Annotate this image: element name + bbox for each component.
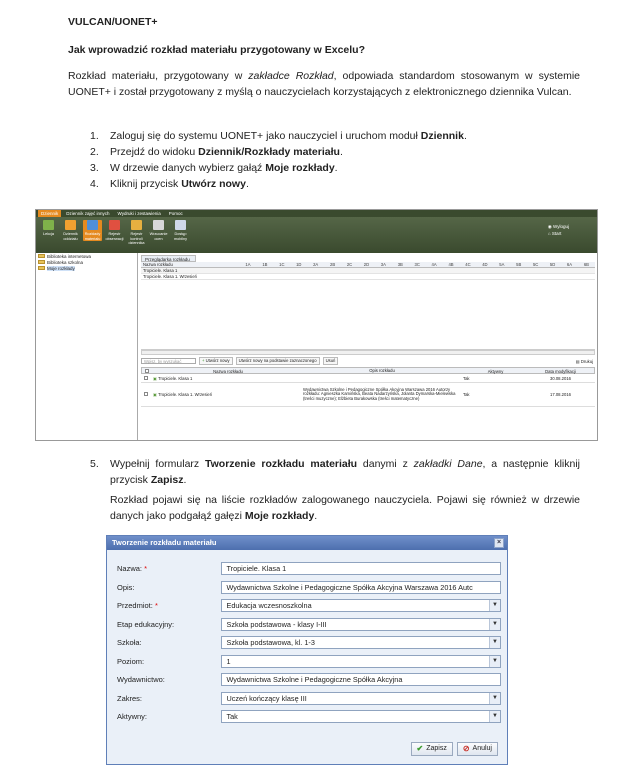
step-item: 2. Przejdź do widoku Dziennik/Rozkłady materiału. bbox=[90, 146, 343, 158]
ribbon-icon bbox=[87, 220, 98, 230]
horizontal-scrollbar[interactable] bbox=[141, 350, 595, 355]
text-field[interactable]: Wydawnictwa Szkolne i Pedagogiczne Spółka Akcyjna Warszawa 2016 Autc bbox=[221, 581, 501, 594]
grid-col-header[interactable]: 5D bbox=[549, 262, 556, 267]
pane-title[interactable]: Przeglądarka rozkładu bbox=[141, 255, 196, 262]
text-field[interactable]: Tropiciele. Klasa 1 bbox=[221, 562, 501, 575]
menu-item-pomoc[interactable]: Pomoc bbox=[168, 211, 183, 216]
form-row bbox=[117, 673, 501, 686]
grid-col-header[interactable]: 1A bbox=[245, 262, 251, 267]
grid-col-header[interactable]: 1B bbox=[262, 262, 268, 267]
plus-icon: + bbox=[202, 358, 205, 363]
user-links bbox=[548, 223, 569, 237]
grid-col-header[interactable]: 4C bbox=[465, 262, 471, 267]
document-icon: ▣ bbox=[153, 392, 157, 397]
tree-item-biblioteka-internetowa[interactable]: Biblioteka internetowa bbox=[36, 253, 137, 259]
step-5: 5. Wypełnij formularz Tworzenie rozkładu materiału danymi z zakładki Dane, a następnie kliknij przycisk Zapisz. Rozkład pojawi się na liście rozkładów zalogowanego nauczyciela. Pojawi się również w drzewie danych jako podgałąź gałęzi Moje rozkłady. bbox=[90, 458, 580, 522]
ribbon-button[interactable]: Lekcja bbox=[39, 220, 58, 237]
grid-header-name[interactable]: Nazwa rozkładu bbox=[143, 262, 173, 267]
step-item: 3. W drzewie danych wybierz gałąź Moje rozkłady. bbox=[90, 162, 338, 174]
main-pane bbox=[141, 255, 595, 440]
uonet-screenshot bbox=[35, 209, 598, 441]
grid-row[interactable]: Tropiciele. Klasa 1. Wrzesień bbox=[141, 274, 595, 280]
ribbon-icon bbox=[65, 220, 76, 230]
menu-bar bbox=[36, 210, 597, 217]
menu-item-wydruki[interactable]: Wydruki i zestawienia bbox=[117, 211, 161, 216]
menu-item-inne[interactable]: Dziennik zajęć innych bbox=[66, 211, 110, 216]
cancel-button[interactable]: ⊘ Anuluj bbox=[457, 742, 498, 756]
ribbon-icon bbox=[131, 220, 142, 230]
grid-col-header[interactable]: 3B bbox=[397, 262, 403, 267]
grid-col-header[interactable]: 5A bbox=[499, 262, 505, 267]
menu-item-dziennik[interactable]: Dziennik bbox=[38, 210, 61, 217]
grid-col-header[interactable]: 2B bbox=[330, 262, 336, 267]
chevron-down-icon[interactable]: ▼ bbox=[489, 600, 500, 611]
list-header bbox=[141, 367, 595, 374]
grid-col-header[interactable]: 6B bbox=[583, 262, 589, 267]
ribbon-button[interactable]: Dziennik oddziału bbox=[61, 220, 80, 241]
power-icon: ◉ bbox=[547, 224, 552, 229]
document-icon: ▣ bbox=[153, 375, 157, 381]
select-field[interactable]: Uczeń kończący klasę III ▼ bbox=[221, 692, 501, 705]
field-label: Przedmiot: * bbox=[117, 601, 158, 610]
list-toolbar bbox=[141, 357, 595, 365]
select-field[interactable]: Szkoła podstawowa, kl. 1-3 ▼ bbox=[221, 636, 501, 649]
ribbon-button[interactable]: Wrzucanie ocen bbox=[149, 220, 168, 241]
folder-icon bbox=[38, 260, 45, 264]
grid-col-header[interactable]: 5B bbox=[516, 262, 522, 267]
select-field[interactable]: Szkoła podstawowa - klasy I-III ▼ bbox=[221, 618, 501, 631]
ribbon-icon bbox=[109, 220, 120, 230]
grid-row[interactable]: Tropiciele. Klasa 1 bbox=[141, 268, 595, 274]
field-label: Poziom: bbox=[117, 657, 145, 666]
create-from-selected-button[interactable]: Utwórz nowy na podstawie zaznaczonego bbox=[236, 357, 320, 365]
select-field[interactable]: 1 ▼ bbox=[221, 655, 501, 668]
field-label: Szkoła: bbox=[117, 638, 142, 647]
row-checkbox[interactable] bbox=[144, 376, 148, 380]
close-icon[interactable]: × bbox=[494, 538, 504, 548]
select-field[interactable]: Tak ▼ bbox=[221, 710, 501, 723]
tree-item-biblioteka-szkolna[interactable]: Biblioteka szkolna bbox=[36, 259, 137, 265]
home-icon: ⌂ bbox=[547, 231, 551, 236]
form-row bbox=[117, 581, 501, 594]
form-row bbox=[117, 710, 501, 723]
create-schedule-dialog bbox=[106, 535, 508, 765]
form-row bbox=[117, 562, 501, 575]
data-tree bbox=[36, 253, 138, 440]
form-row bbox=[117, 599, 501, 612]
dialog-buttons bbox=[411, 742, 499, 756]
grid-col-header[interactable]: 1D bbox=[296, 262, 302, 267]
field-label: Zakres: bbox=[117, 694, 143, 703]
grid-col-header[interactable]: 4A bbox=[431, 262, 437, 267]
grid-col-header[interactable]: 2C bbox=[346, 262, 353, 267]
ribbon-button[interactable]: Rejestr obserwacji bbox=[105, 220, 124, 241]
chevron-down-icon[interactable]: ▼ bbox=[489, 619, 500, 630]
ribbon-icon bbox=[175, 220, 186, 230]
doc-heading: VULCAN/UONET+ bbox=[68, 16, 158, 28]
folder-icon bbox=[38, 254, 45, 258]
chevron-down-icon[interactable]: ▼ bbox=[489, 637, 500, 648]
create-new-button[interactable]: + Utwórz nowy bbox=[199, 357, 233, 365]
dialog-title: Tworzenie rozkładu materiału × bbox=[107, 536, 507, 550]
cancel-icon: ⊘ bbox=[462, 744, 470, 753]
tree-item-moje-rozklady[interactable]: Moje rozkłady bbox=[36, 265, 137, 271]
chevron-down-icon[interactable]: ▼ bbox=[489, 656, 500, 667]
grid-col-header[interactable]: 5C bbox=[532, 262, 539, 267]
grid-col-header[interactable]: 3A bbox=[380, 262, 386, 267]
save-button[interactable]: ✔ Zapisz bbox=[411, 742, 453, 756]
grid-col-header[interactable]: 4B bbox=[448, 262, 454, 267]
form-row bbox=[117, 692, 501, 705]
start-link[interactable]: ⌂ Start bbox=[547, 231, 562, 236]
select-field[interactable]: Edukacja wczesnoszkolna ▼ bbox=[221, 599, 501, 612]
field-label: Etap edukacyjny: bbox=[117, 620, 175, 629]
table-row[interactable]: ▣ Tropiciele. Klasa 1 Tak 30.08.2016 bbox=[141, 374, 595, 383]
folder-icon bbox=[38, 266, 45, 270]
grid-empty-area bbox=[141, 280, 595, 350]
grid-col-header[interactable]: 6A bbox=[566, 262, 573, 267]
grid-col-header[interactable]: 3C bbox=[414, 262, 420, 267]
ribbon-icon bbox=[153, 220, 164, 230]
text-field[interactable]: Wydawnictwa Szkolne i Pedagogiczne Spółka Akcyjna bbox=[221, 673, 501, 686]
ribbon-icon bbox=[43, 220, 54, 230]
ribbon-button[interactable]: Rejestr kontroli dziennika bbox=[127, 220, 146, 246]
row-checkbox[interactable] bbox=[144, 392, 148, 396]
step-item: 1. Zaloguj się do systemu UONET+ jako nauczyciel i uruchom moduł Dziennik. bbox=[90, 130, 467, 142]
col-opis[interactable]: Opis rozkładu bbox=[369, 368, 395, 373]
doc-question: Jak wprowadzić rozkład materiału przygotowany w Excelu? bbox=[68, 44, 365, 56]
logout-link[interactable]: ◉ Wyloguj bbox=[547, 224, 569, 229]
step-item: 4. Kliknij przycisk Utwórz nowy. bbox=[90, 178, 249, 190]
grid-col-header[interactable]: 2D bbox=[363, 262, 370, 267]
col-nazwa[interactable]: Nazwa rozkładu bbox=[213, 369, 243, 374]
printer-icon: ▤ bbox=[575, 358, 580, 364]
form-row bbox=[117, 618, 501, 631]
field-label: Wydawnictwo: bbox=[117, 675, 165, 684]
col-data[interactable]: Data modyfikacji bbox=[545, 369, 576, 374]
print-button[interactable]: ▤ Drukuj bbox=[575, 358, 593, 364]
steps-list bbox=[90, 128, 467, 192]
ribbon-toolbar bbox=[36, 217, 597, 253]
form-row bbox=[117, 636, 501, 649]
grid-col-header[interactable]: 1C bbox=[279, 262, 285, 267]
grid-col-header[interactable]: 2A bbox=[313, 262, 319, 267]
field-label: Aktywny: bbox=[117, 712, 148, 721]
search-input[interactable]: Wpisz, by wyszukać bbox=[141, 358, 196, 364]
form-row bbox=[117, 655, 501, 668]
field-label: Nazwa: * bbox=[117, 564, 148, 573]
chevron-down-icon[interactable]: ▼ bbox=[489, 693, 500, 704]
field-label: Opis: bbox=[117, 583, 135, 592]
table-row[interactable]: ▣ Tropiciele. Klasa 1. Wrzesień Wydawnictwa Szkolne i Pedagogiczne Spółka Akcyjna Warszawa 2016 Autorzy rozkładu: Agnieszka Kamińska, Beata Nadarzyńska, Jolanta Dymarska-Mielewska (treści muzyczne); Elżbieta Burakowska (treści matematyczne) Tak 17.08.2016 bbox=[141, 383, 595, 407]
check-icon: ✔ bbox=[416, 744, 424, 753]
intro-paragraph: Rozkład materiału, przygotowany w zakładce Rozkład, odpowiada standardom stosowanym w systemie UONET+ i został przygotowany z myślą o nauczycielach korzystających z elektronicznego dziennika Vulcan. bbox=[68, 70, 581, 98]
ribbon-button[interactable]: Dostęp mobilny bbox=[171, 220, 190, 241]
grid-col-header[interactable]: 4D bbox=[482, 262, 488, 267]
chevron-down-icon[interactable]: ▼ bbox=[489, 711, 500, 722]
col-aktywny[interactable]: Aktywny bbox=[487, 369, 504, 374]
delete-button[interactable]: Usuń bbox=[323, 357, 339, 365]
ribbon-button[interactable]: Rozkłady materiału bbox=[83, 220, 102, 241]
select-all-checkbox[interactable] bbox=[142, 368, 152, 373]
